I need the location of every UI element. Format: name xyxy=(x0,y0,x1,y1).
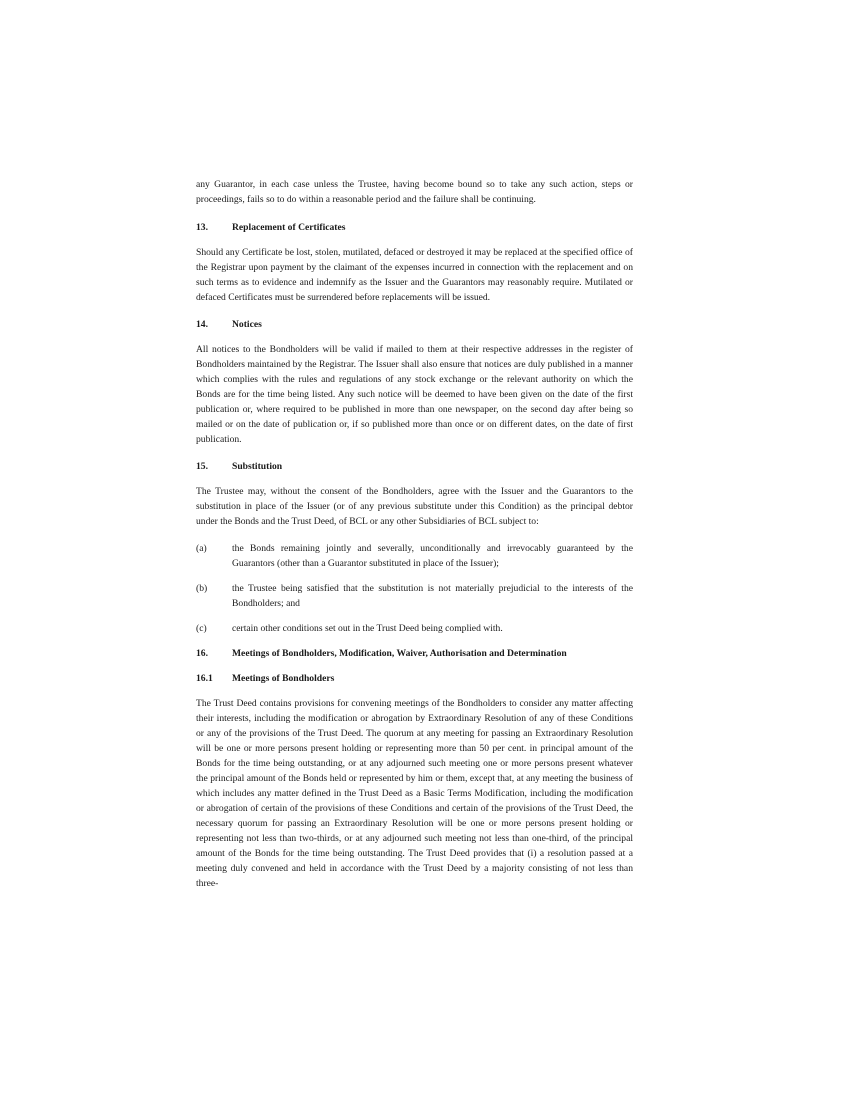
list-text: the Bonds remaining jointly and severally, unconditionally and irrevocably guaranteed by the Guarantors (other than a Guarantor substituted in place of the Issuer); xyxy=(232,543,633,569)
list-item-b xyxy=(196,581,633,611)
list-label: (c) xyxy=(196,623,207,634)
list-item-c xyxy=(196,621,633,636)
subsection-number: 16.1 xyxy=(196,673,213,684)
section-16-1-heading xyxy=(196,671,633,686)
section-number: 16. xyxy=(196,648,208,659)
section-number: 13. xyxy=(196,222,208,233)
section-title: Meetings of Bondholders, Modification, Waiver, Authorisation and Determination xyxy=(232,648,567,659)
intro-paragraph: any Guarantor, in each case unless the Trustee, having become bound so to take any such action, steps or proceedings, fails so to do within a reasonable period and the failure shall be continuing. xyxy=(196,179,633,205)
section-13-heading xyxy=(196,220,633,235)
list-label: (a) xyxy=(196,543,207,554)
section-number: 15. xyxy=(196,461,208,472)
section-14-heading xyxy=(196,317,633,332)
section-13-body: Should any Certificate be lost, stolen, mutilated, defaced or destroyed it may be replaced at the specified office of the Registrar upon payment by the claimant of the expenses incurred in connection with the replacement and on such terms as to evidence and indemnify as the Issuer and the Guarantors may reasonably require. Mutilated or defaced Certificates must be surrendered before replacements will be issued. xyxy=(196,247,633,303)
section-number: 14. xyxy=(196,319,208,330)
section-title: Notices xyxy=(232,319,262,330)
list-item-a xyxy=(196,541,633,571)
section-title: Replacement of Certificates xyxy=(232,222,346,233)
list-label: (b) xyxy=(196,583,208,594)
list-text: certain other conditions set out in the Trust Deed being complied with. xyxy=(232,623,503,634)
section-16-heading xyxy=(196,646,633,661)
list-text: the Trustee being satisfied that the substitution is not materially prejudicial to the interests of the Bondholders; and xyxy=(232,583,633,609)
document-page xyxy=(196,177,633,891)
section-15-body: The Trustee may, without the consent of the Bondholders, agree with the Issuer and the Guarantors to the substitution in place of the Issuer (or of any previous substitute under this Condition) as the principal debtor under the Bonds and the Trust Deed, of BCL or any other Subsidiaries of BCL subject to: xyxy=(196,486,633,527)
subsection-title: Meetings of Bondholders xyxy=(232,673,335,684)
section-title: Substitution xyxy=(232,461,283,472)
section-16-1-body: The Trust Deed contains provisions for convening meetings of the Bondholders to consider any matter affecting their interests, including the modification or abrogation by Extraordinary Resolution of any of these Conditions or any of the provisions of the Trust Deed. The quorum at any meeting for passing an Extraordinary Resolution will be one or more persons present holding or representing more than 50 per cent. in principal amount of the Bonds for the time being outstanding, or at any adjourned such meeting one or more persons present whatever the principal amount of the Bonds held or represented by him or them, except that, at any meeting the business of which includes any matter defined in the Trust Deed as a Basic Terms Modification, including the modification or abrogation of certain of the provisions of these Conditions and certain of the provisions of the Trust Deed, the necessary quorum for passing an Extraordinary Resolution will be one or more persons present holding or representing not less than two-thirds, or at any adjourned such meeting not less than one-third, of the principal amount of the Bonds for the time being outstanding. The Trust Deed provides that (i) a resolution passed at a meeting duly convened and held in accordance with the Trust Deed by a majority consisting of not less than three- xyxy=(196,698,633,889)
section-15-heading xyxy=(196,459,633,474)
section-14-body: All notices to the Bondholders will be valid if mailed to them at their respective addresses in the register of Bondholders maintained by the Registrar. The Issuer shall also ensure that notices are duly published in a manner which complies with the rules and regulations of any stock exchange or the relevant authority on which the Bonds are for the time being listed. Any such notice will be deemed to have been given on the date of the first publication or, where required to be published in more than one newspaper, on the second day after being so mailed or on the date of publication or, if so published more than once or on different dates, on the date of first publication. xyxy=(196,344,633,445)
